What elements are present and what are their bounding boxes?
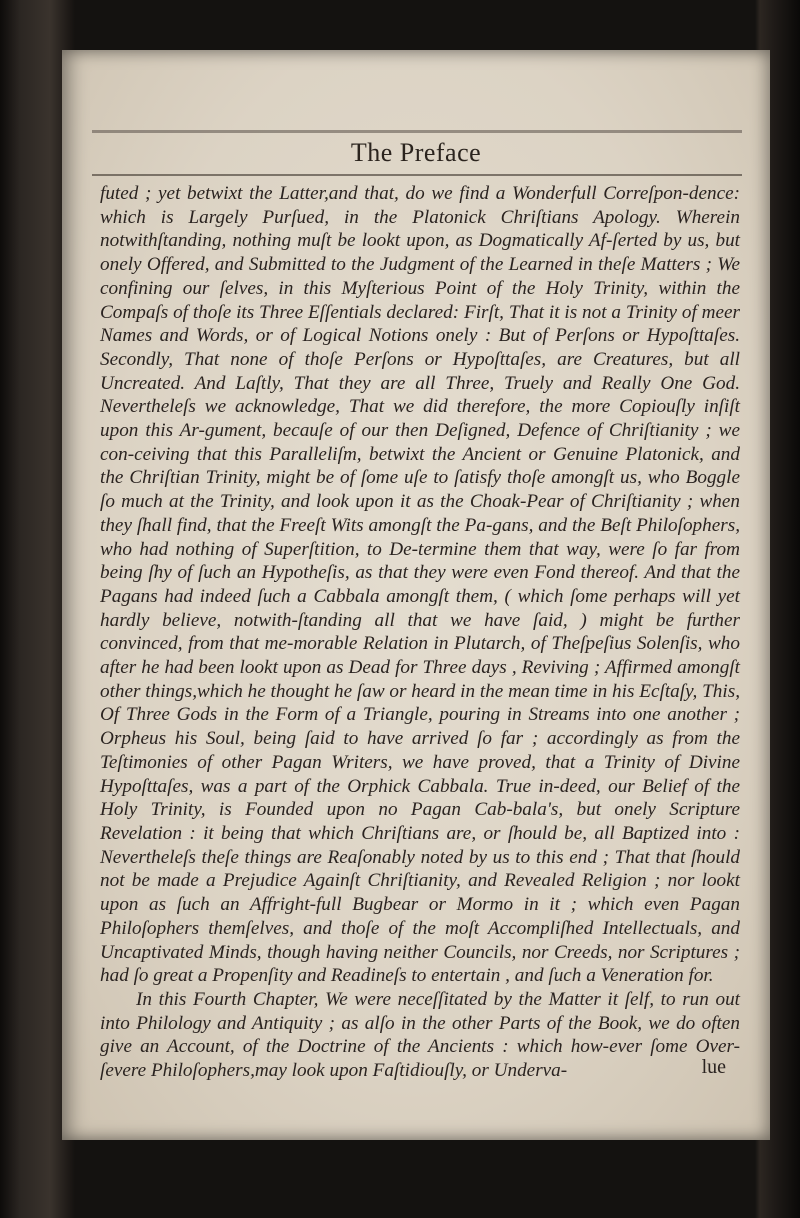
book-page (62, 50, 770, 1140)
paragraph-2: In this Fourth Chapter, We were neceſſitated by the Matter it ſelf, to run out into Philology and Antiquity ; as alſo in the other Parts of the Book, we do often give an Account, of the Doctrine of the Ancients : which how-ever ſome Over-ſevere Philoſophers,may look upon Faſtidiouſly, or Underva- (100, 988, 740, 1082)
catchword: lue (701, 1056, 726, 1078)
title-rule (92, 174, 742, 176)
header-rule (92, 130, 742, 133)
body-text (100, 182, 740, 1083)
paragraph-1: futed ; yet betwixt the Latter,and that, do we find a Wonderfull Correſpon-dence: which is Largely Purſued, in the Platonick Chriſtians Apology. Wherein notwithſtanding, nothing muſt be lookt upon, as Dogmatically Af-ſerted by us, but onely Offered, and Submitted to the Judgment of the Learned in theſe Matters ; We confining our ſelves, in this Myſterious Point of the Holy Trinity, within the Compaſs of thoſe its Three Eſſentials declared: Firſt, That it is not a Trinity of meer Names and Words, or of Logical Notions onely : But of Perſons or Hypoſttaſes. Secondly, That none of thoſe Perſons or Hypoſttaſes, are Creatures, but all Uncreated. And Laſtly, That they are all Three, Truely and Really One God. Nevertheleſs we acknowledge, That we did therefore, the more Copiouſly inſiſt upon this Ar-gument, becauſe of our then Deſigned, Defence of Chriſtianity ; we con-ceiving that this Paralleliſm, betwixt the Ancient or Genuine Platonick, and the Chriſtian Trinity, might be of ſome uſe to ſatisfy thoſe amongſt us, who Boggle ſo much at the Trinity, and look upon it as the Choak-Pear of Chriſtianity ; when they ſhall find, that the Freeſt Wits amongſt the Pa-gans, and the Beſt Philoſophers, who had nothing of Superſtition, to De-termine them that way, were ſo far from being ſhy of ſuch an Hypotheſis, as that they were even Fond thereof. And that the Pagans had indeed ſuch a Cabbala amongſt them, ( which ſome perhaps will yet hardly believe, notwith-ſtanding all that we have ſaid, ) might be further convinced, from that me-morable Relation in Plutarch, of Theſpeſius Solenſis, who after he had been lookt upon as Dead for Three days , Reviving ; Affirmed amongſt other things,which he thought he ſaw or heard in the mean time in his Ecſtaſy, This, Of Three Gods in the Form of a Triangle, pouring in Streams into one another ; Orpheus his Soul, being ſaid to have arrived ſo far ; accordingly as from the Teſtimonies of other Pagan Writers, we have proved, that a Trinity of Divine Hypoſttaſes, was a part of the Orphick Cabbala. True in-deed, our Belief of the Holy Trinity, is Founded upon no Pagan Cab-bala's, but onely Scripture Revelation : it being that which Chriſtians are, or ſhould be, all Baptized into : Nevertheleſs theſe things are Reaſonably noted by us to this end ; That that ſhould not be made a Prejudice Againſt Chriſtianity, and Revealed Religion ; nor lookt upon as ſuch an Affright-full Bugbear or Mormo in it ; which even Pagan Philoſophers themſelves, and thoſe of the moſt Accompliſhed Intellectuals, and Uncaptivated Minds, though having neither Councils, nor Creeds, nor Scriptures ; had ſo great a Propenſity and Readineſs to entertain , and ſuch a Veneration for. (100, 183, 740, 987)
running-head: The Preface (350, 138, 482, 167)
